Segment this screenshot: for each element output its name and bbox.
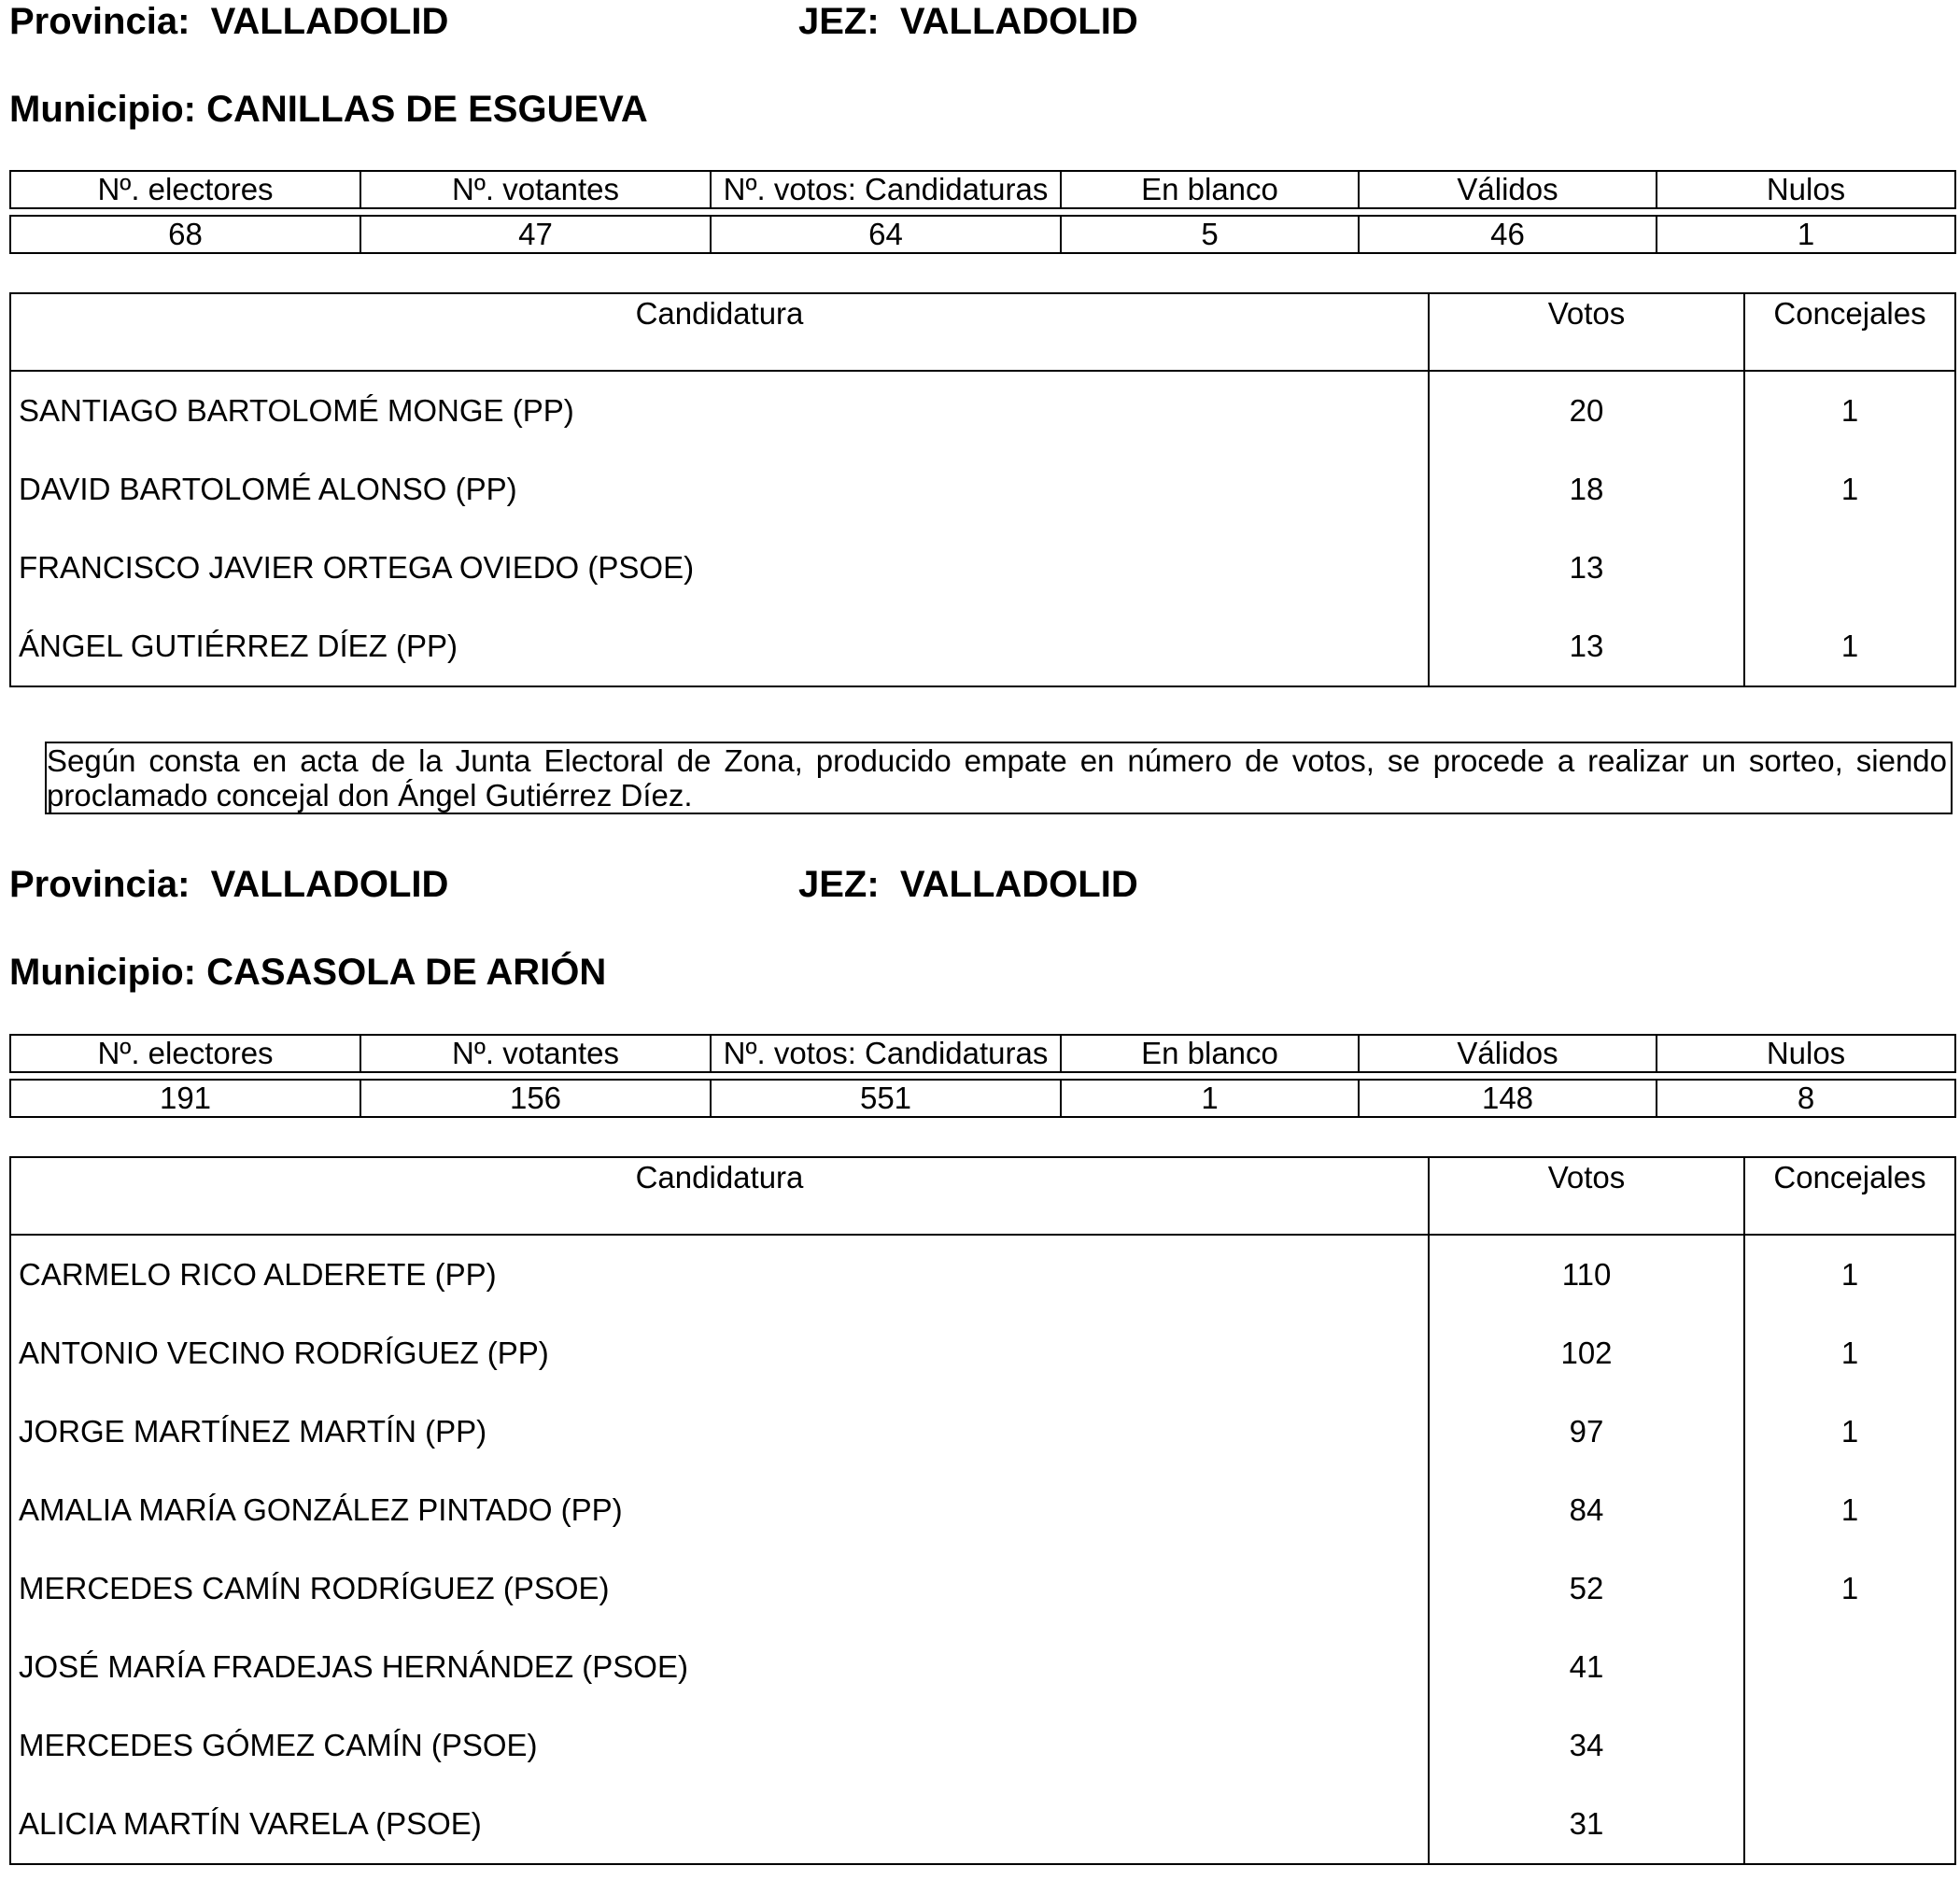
tie-note: Según consta en acta de la Junta Electoral de Zona, producido empate en número de votos, se procede a realizar un sorteo, siendo proclamado concejal don Ángel Gutiérrez Díez. (45, 742, 1953, 814)
candidates-header-row (10, 1157, 1955, 1235)
stats-value-blanco: 5 (1061, 216, 1359, 253)
stats-header-candidaturas: Nº. votos: Candidaturas (711, 1035, 1061, 1072)
jez-value: VALLADOLID (899, 864, 1138, 905)
candidate-votos: 102 (1429, 1314, 1744, 1392)
municipio-value: CANILLAS DE ESGUEVA (206, 89, 648, 130)
stats-table (9, 170, 1956, 254)
stats-header-validos: Válidos (1359, 1035, 1657, 1072)
candidate-concejales: 1 (1744, 1471, 1955, 1549)
table-row (10, 1471, 1955, 1549)
candidate-concejales: 1 (1744, 450, 1955, 529)
concejales-header: Concejales (1744, 1157, 1955, 1235)
candidate-votos: 34 (1429, 1706, 1744, 1785)
stats-header-electores: Nº. electores (10, 1035, 360, 1072)
stats-value-nulos: 1 (1657, 216, 1955, 253)
candidate-votos: 52 (1429, 1549, 1744, 1628)
candidate-name: AMALIA MARÍA GONZÁLEZ PINTADO (PP) (10, 1471, 1429, 1549)
stats-header-votantes: Nº. votantes (360, 1035, 711, 1072)
stats-header-candidaturas: Nº. votos: Candidaturas (711, 171, 1061, 208)
candidate-concejales (1744, 529, 1955, 607)
stats-header-row (10, 171, 1955, 208)
municipio-heading (9, 88, 648, 131)
stats-value-validos: 46 (1359, 216, 1657, 253)
stats-header-nulos: Nulos (1657, 1035, 1955, 1072)
table-row (10, 371, 1955, 450)
candidates-table (9, 292, 1956, 687)
stats-value-electores: 68 (10, 216, 360, 253)
stats-header-validos: Válidos (1359, 171, 1657, 208)
candidate-name: JOSÉ MARÍA FRADEJAS HERNÁNDEZ (PSOE) (10, 1628, 1429, 1706)
candidatura-header: Candidatura (10, 1157, 1429, 1235)
provincia-label: Provincia: (9, 864, 190, 905)
provincia-label: Provincia: (9, 1, 190, 42)
provincia-value: VALLADOLID (210, 864, 449, 905)
candidate-name: MERCEDES GÓMEZ CAMÍN (PSOE) (10, 1706, 1429, 1785)
stats-gap (10, 1072, 1955, 1080)
votos-header: Votos (1429, 1157, 1744, 1235)
table-row (10, 1785, 1955, 1864)
stats-value-candidaturas: 551 (711, 1080, 1061, 1117)
table-row (10, 1549, 1955, 1628)
candidatura-header: Candidatura (10, 293, 1429, 371)
municipio-label: Municipio: (9, 952, 196, 993)
candidate-name: ALICIA MARTÍN VARELA (PSOE) (10, 1785, 1429, 1864)
stats-value-votantes: 156 (360, 1080, 711, 1117)
jez-label: JEZ: (798, 864, 880, 905)
candidate-name: ÁNGEL GUTIÉRREZ DÍEZ (PP) (10, 607, 1429, 686)
stats-value-candidaturas: 64 (711, 216, 1061, 253)
table-row (10, 1392, 1955, 1471)
candidate-concejales (1744, 1785, 1955, 1864)
provincia-value: VALLADOLID (210, 1, 449, 42)
candidate-votos: 13 (1429, 529, 1744, 607)
candidate-concejales: 1 (1744, 1549, 1955, 1628)
provincia-heading (9, 863, 448, 906)
stats-value-row (10, 1080, 1955, 1117)
municipio-label: Municipio: (9, 89, 196, 130)
stats-header-blanco: En blanco (1061, 1035, 1359, 1072)
municipio-value: CASASOLA DE ARIÓN (206, 952, 607, 993)
candidate-concejales: 1 (1744, 1392, 1955, 1471)
concejales-header: Concejales (1744, 293, 1955, 371)
candidate-concejales: 1 (1744, 607, 1955, 686)
stats-value-electores: 191 (10, 1080, 360, 1117)
stats-value-row (10, 216, 1955, 253)
stats-value-nulos: 8 (1657, 1080, 1955, 1117)
jez-label: JEZ: (798, 1, 880, 42)
stats-header-nulos: Nulos (1657, 171, 1955, 208)
table-row (10, 1628, 1955, 1706)
votos-header: Votos (1429, 293, 1744, 371)
jez-value: VALLADOLID (899, 1, 1138, 42)
stats-header-row (10, 1035, 1955, 1072)
stats-header-votantes: Nº. votantes (360, 171, 711, 208)
table-row (10, 1235, 1955, 1314)
candidate-concejales: 1 (1744, 1235, 1955, 1314)
candidate-name: SANTIAGO BARTOLOMÉ MONGE (PP) (10, 371, 1429, 450)
candidate-votos: 84 (1429, 1471, 1744, 1549)
candidate-concejales (1744, 1628, 1955, 1706)
stats-value-votantes: 47 (360, 216, 711, 253)
jez-heading (798, 863, 1138, 906)
table-row (10, 1706, 1955, 1785)
stats-gap (10, 208, 1955, 216)
candidate-votos: 110 (1429, 1235, 1744, 1314)
municipio-heading (9, 951, 606, 994)
candidate-concejales: 1 (1744, 1314, 1955, 1392)
stats-value-blanco: 1 (1061, 1080, 1359, 1117)
jez-heading (798, 0, 1138, 43)
candidate-votos: 97 (1429, 1392, 1744, 1471)
candidate-concejales (1744, 1706, 1955, 1785)
candidate-name: FRANCISCO JAVIER ORTEGA OVIEDO (PSOE) (10, 529, 1429, 607)
candidate-name: DAVID BARTOLOMÉ ALONSO (PP) (10, 450, 1429, 529)
stats-header-electores: Nº. electores (10, 171, 360, 208)
table-row (10, 1314, 1955, 1392)
candidate-name: CARMELO RICO ALDERETE (PP) (10, 1235, 1429, 1314)
candidate-name: ANTONIO VECINO RODRÍGUEZ (PP) (10, 1314, 1429, 1392)
candidates-header-row (10, 293, 1955, 371)
stats-header-blanco: En blanco (1061, 171, 1359, 208)
candidate-name: JORGE MARTÍNEZ MARTÍN (PP) (10, 1392, 1429, 1471)
table-row (10, 529, 1955, 607)
candidate-votos: 41 (1429, 1628, 1744, 1706)
candidate-votos: 13 (1429, 607, 1744, 686)
stats-table (9, 1034, 1956, 1118)
stats-value-validos: 148 (1359, 1080, 1657, 1117)
candidate-votos: 20 (1429, 371, 1744, 450)
table-row (10, 607, 1955, 686)
candidate-votos: 18 (1429, 450, 1744, 529)
candidates-table (9, 1156, 1956, 1865)
table-row (10, 450, 1955, 529)
candidate-name: MERCEDES CAMÍN RODRÍGUEZ (PSOE) (10, 1549, 1429, 1628)
candidate-concejales: 1 (1744, 371, 1955, 450)
provincia-heading (9, 0, 448, 43)
candidate-votos: 31 (1429, 1785, 1744, 1864)
